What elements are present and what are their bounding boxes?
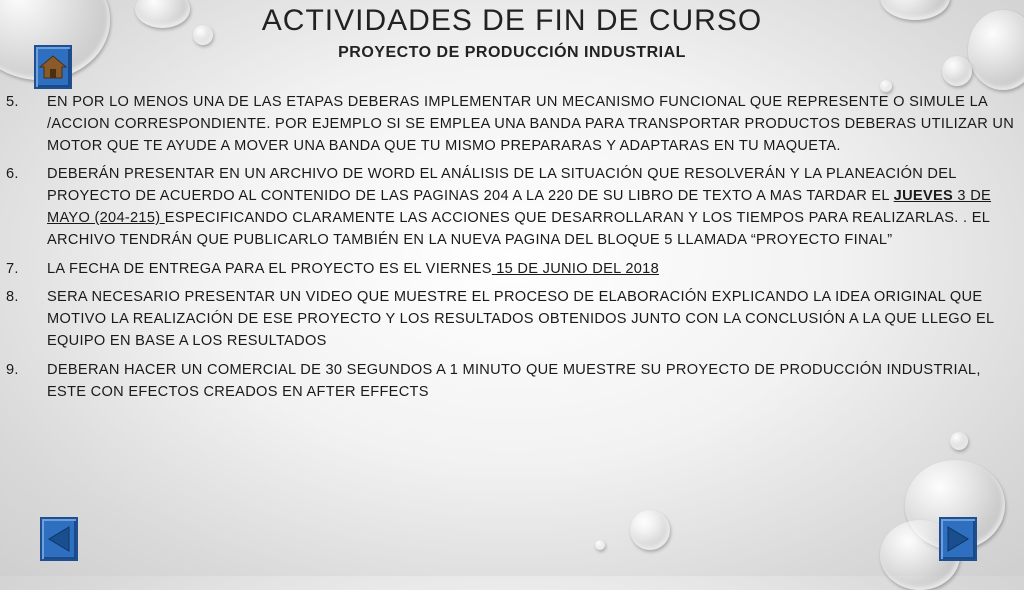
delivery-date-highlight: 15 DE JUNIO DEL 2018 [491,260,660,277]
list-item [6,259,1016,281]
page-title: ACTIVIDADES DE FIN DE CURSO [261,4,763,37]
item-number: 6. [6,166,19,183]
list-item [6,92,1016,157]
previous-slide-button[interactable] [40,517,78,561]
next-slide-button[interactable] [939,517,977,561]
arrow-left-icon [47,525,71,553]
item-text: SERA NECESARIO PRESENTAR UN VIDEO QUE MUESTRE EL PROCESO DE ELABORACIÓN EXPLICANDO LA IDEA ORIGINAL QUE MOTIVO LA REALIZACIÓN DE ESE PROYECTO Y LOS RESULTADOS OBTENIDOS JUNTO CON LA CONCLUSIÓN A LA QUE LLEGO EL EQUIPO EN BASE A LOS RESULTADOS [47,289,994,349]
item-text-part: ESPECIFICANDO CLARAMENTE LAS ACCIONES QUE DESARROLLARAN Y LOS TIEMPOS PARA REALIZARLAS. . EL ARCHIVO TENDRÁN QUE PUBLICARLO TAMBIÉN EN LA NUEVA PAGINA DEL BLOQUE 5 LLAMADA “PROYECTO FINAL” [47,209,990,248]
item-text [47,164,1016,251]
arrow-right-icon [946,525,970,553]
due-date-highlight: 3 DE MAYO (204-215) [47,188,992,226]
item-text [47,259,1016,281]
page-subtitle: PROYECTO DE PRODUCCIÓN INDUSTRIAL [338,44,686,61]
water-drop-decoration [950,432,968,450]
item-text: EN POR LO MENOS UNA DE LAS ETAPAS DEBERAS IMPLEMENTAR UN MECANISMO FUNCIONAL QUE REPRESENTE O SIMULE LA /ACCION CORRESPONDIENTE. POR EJEMPLO SI SE EMPLEA UNA BANDA PARA TRANSPORTAR PRODUCTOS DEBERAS UTILIZAR UN MOTOR QUE TE AYUDE A MOVER UNA BANDA QUE TU MISMO PREPARARAS Y ADAPTARAS EN TU MAQUETA. [47,94,1015,154]
water-drop-decoration [630,510,670,550]
water-drop-decoration [595,540,605,550]
home-icon [39,54,67,80]
water-drop-decoration [880,80,892,92]
item-text: DEBERAN HACER UN COMERCIAL DE 30 SEGUNDOS A 1 MINUTO QUE MUESTRE SU PROYECTO DE PRODUCCIÓN INDUSTRIAL, ESTE CON EFECTOS CREADOS EN AFTER EFFECTS [47,361,981,400]
list-item [6,164,1016,251]
item-number: 9. [6,361,19,378]
item-text-part: LA FECHA DE ENTREGA PARA EL PROYECTO ES EL VIERNES [47,260,492,277]
item-number: 5. [6,94,19,110]
item-text-part: DEBERÁN PRESENTAR EN UN ARCHIVO DE WORD EL ANÁLISIS DE LA SITUACIÓN QUE RESOLVERÁN Y LA PLANEACIÓN DEL PROYECTO DE ACUERDO AL CONTENIDO DE LAS PAGINAS 204 A LA 220 DE SU LIBRO DE TEXTO A MAS TARDAR EL [47,166,957,205]
home-button[interactable] [34,45,72,89]
list-item [6,287,1016,352]
item-number: 8. [6,289,19,306]
list-item [6,360,1016,404]
due-day-highlight: JUEVES [893,188,954,205]
item-number: 7. [6,260,19,277]
activities-list [6,92,1016,410]
